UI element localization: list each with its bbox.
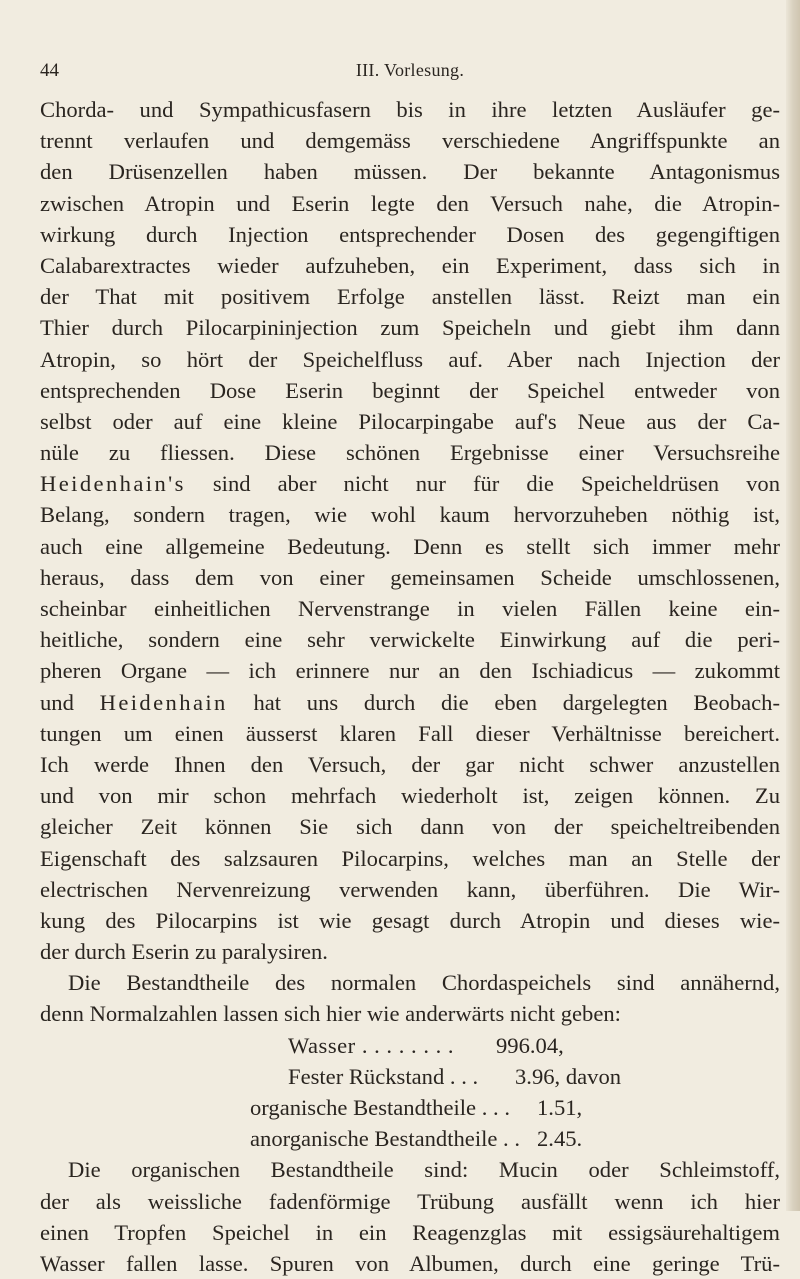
paragraph-2 (40, 967, 780, 1029)
table-value: 1.51, (537, 1095, 583, 1120)
text-line: scheinbar einheitlichen Nervenstrange in vielen Fällen keine ein- (40, 596, 780, 621)
text-line: Belang, sondern tragen, wie wohl kaum hervorzuheben nöthig ist, (40, 502, 780, 528)
text-line: Calabarextractes wieder aufzuheben, ein Experiment, dass sich in (40, 252, 780, 278)
text-line: wirkung durch Injection entsprechender Dosen des gegengiftigen (40, 221, 780, 247)
text-line: electrischen Nervenreizung verwenden kann, überführen. Die Wir- (40, 876, 780, 902)
table-label: Fester Rückstand . . . (288, 1063, 479, 1089)
table-label: Wasser . . . . . . . . (288, 1032, 455, 1058)
text-line: entsprechenden Dose Eserin beginnt der Speichel entweder von (40, 377, 780, 403)
page-number: 44 (40, 60, 59, 81)
composition-table (40, 1030, 780, 1155)
table-row (40, 1030, 780, 1061)
text-line: der That mit positivem Erfolge anstellen lässt. Reizt man ein (40, 284, 780, 310)
table-label: anorganische Bestandtheile . . (250, 1126, 520, 1152)
text-line: auch eine allgemeine Bedeutung. Denn es stellt sich immer mehr (40, 533, 780, 559)
text-line: den Drüsenzellen haben müssen. Der bekannte Antagonismus (40, 159, 780, 185)
text-line (40, 468, 780, 499)
author-name-spaced: Heidenhain's (40, 471, 186, 497)
text-line: selbst oder auf eine kleine Pilocarpingabe auf's Neue aus der Ca- (40, 408, 780, 434)
paragraph-3 (40, 1154, 780, 1279)
paragraph-1 (40, 94, 780, 967)
body-text (40, 94, 780, 1279)
table-value: 3.96, davon (515, 1063, 622, 1089)
page-header (40, 60, 780, 86)
table-label: organische Bestandtheile . . . (250, 1095, 510, 1120)
text-line: trennt verlaufen und demgemäss verschiedene Angriffspunkte an (40, 128, 780, 154)
text-line: kung des Pilocarpins ist wie gesagt durch Atropin und dieses wie- (40, 907, 780, 933)
text-run: und (40, 689, 100, 715)
text-line: Chorda- und Sympathicusfasern bis in ihre letzten Ausläufer ge- (40, 97, 780, 122)
text-line: Die Bestandtheile des normalen Chordaspeichels sind annähernd, (68, 970, 780, 996)
text-run: hat uns durch die eben dargelegten Beobach- (227, 689, 780, 715)
text-line: zwischen Atropin und Eserin legte den Versuch nahe, die Atropin- (40, 190, 780, 216)
page-edge-shadow (786, 0, 800, 1211)
text-line: heraus, dass dem von einer gemeinsamen Scheide umschlossenen, (40, 564, 780, 590)
table-row (40, 1123, 780, 1154)
text-line: und von mir schon mehrfach wiederholt ist, zeigen können. Zu (40, 783, 780, 809)
text-line (40, 687, 780, 718)
text-line: gleicher Zeit können Sie sich dann von der speicheltreibenden (40, 814, 780, 840)
running-title: III. Vorlesung. (355, 60, 465, 80)
text-line: heitliche, sondern eine sehr verwickelte Einwirkung auf die peri- (40, 627, 780, 653)
table-value: 2.45. (537, 1126, 583, 1152)
table-row (40, 1092, 780, 1123)
text-line: Wasser fallen lasse. Spuren von Albumen, durch eine geringe Trü- (40, 1250, 780, 1276)
text-line: Ich werde Ihnen den Versuch, der gar nicht schwer anzustellen (40, 751, 780, 777)
text-line: tungen um einen äusserst klaren Fall dieser Verhältnisse bereichert. (40, 720, 780, 746)
text-line: Thier durch Pilocarpininjection zum Speicheln und giebt ihm dann (40, 315, 780, 341)
text-line: der als weissliche fadenförmige Trübung ausfällt wenn ich hier (40, 1188, 780, 1214)
text-line: nüle zu fliessen. Diese schönen Ergebnisse einer Versuchsreihe (40, 440, 780, 466)
author-name-spaced: Heidenhain (99, 689, 228, 715)
text-line: Atropin, so hört der Speichelfluss auf. Aber nach Injection der (40, 346, 780, 372)
text-line: der durch Eserin zu paralysiren. (40, 939, 328, 965)
table-row (40, 1061, 780, 1092)
text-line: pheren Organe — ich erinnere nur an den Ischiadicus — zukommt (40, 658, 780, 684)
table-value: 996.04, (496, 1032, 564, 1058)
text-line: Die organischen Bestandtheile sind: Mucin oder Schleimstoff, (68, 1157, 780, 1183)
text-line: Eigenschaft des salzsauren Pilocarpins, welches man an Stelle der (40, 845, 780, 871)
text-line: einen Tropfen Speichel in ein Reagenzglas mit essigsäurehaltigem (40, 1219, 780, 1245)
text-run: sind aber nicht nur für die Speicheldrüsen von (185, 471, 780, 497)
text-line: denn Normalzahlen lassen sich hier wie anderwärts nicht geben: (40, 1001, 621, 1027)
